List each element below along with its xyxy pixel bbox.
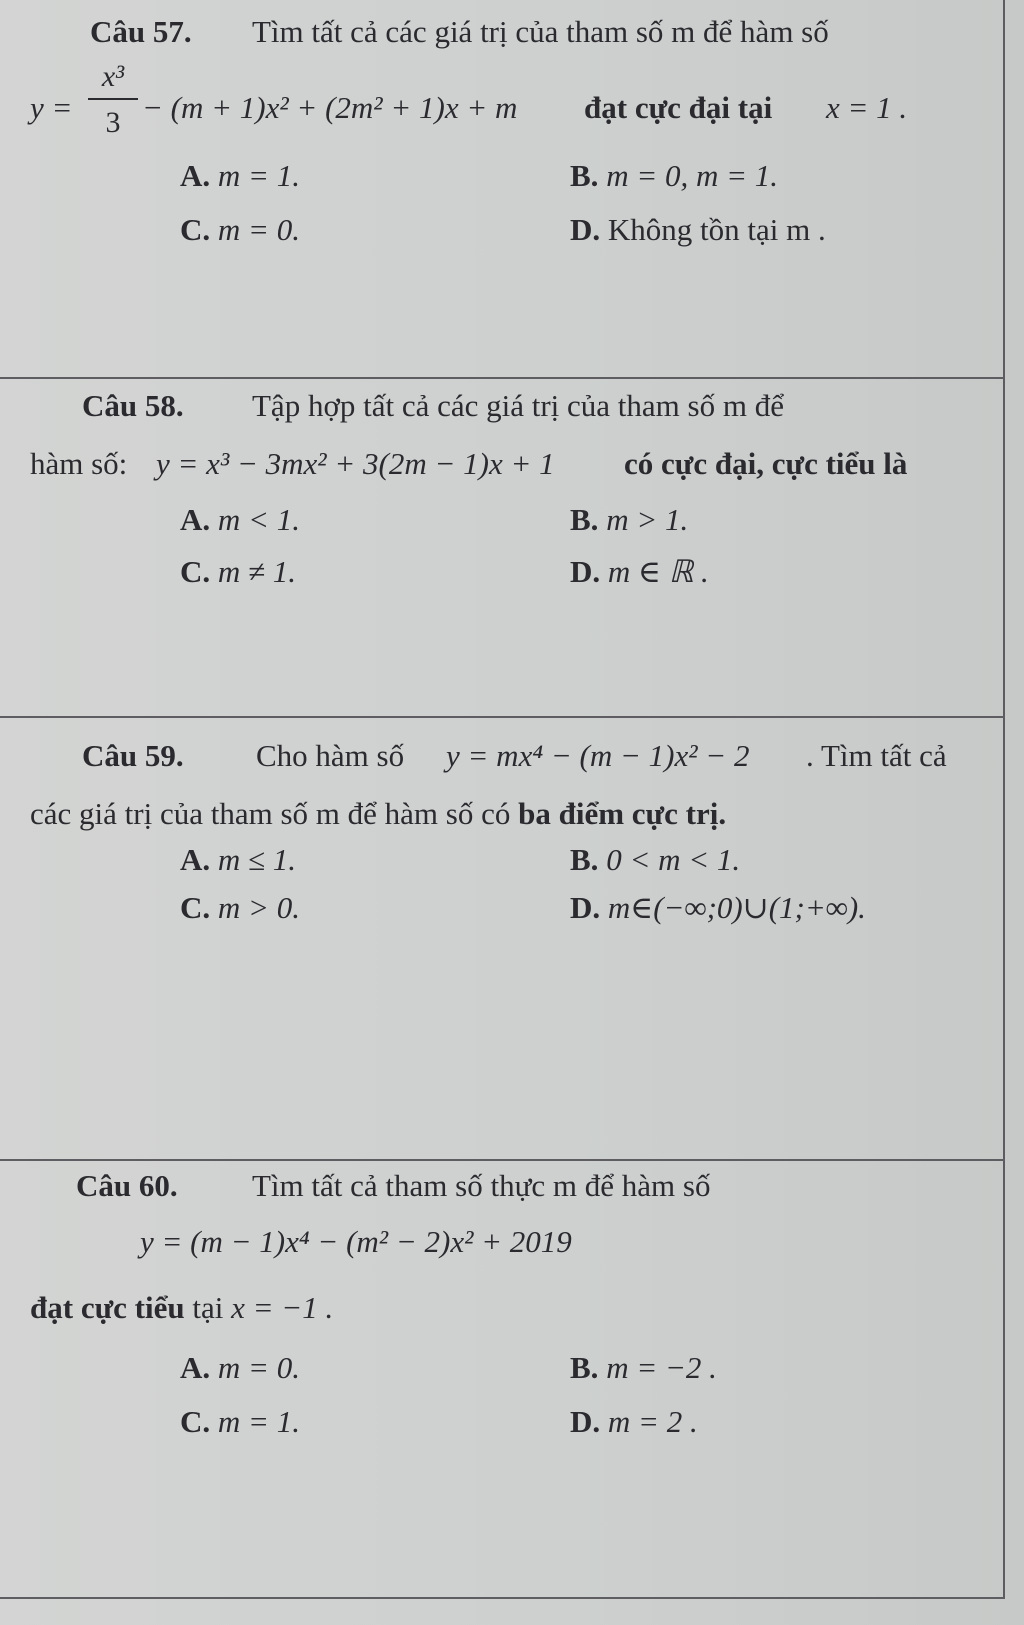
option-letter: C. (180, 1404, 211, 1439)
option-text: 0 < m < 1. (606, 842, 741, 877)
question-60-line3-bold: đạt cực tiểu (30, 1290, 185, 1325)
option-text: m < 1. (217, 502, 300, 537)
question-57-option-d (570, 214, 826, 245)
option-letter: A. (180, 842, 211, 877)
option-text: m ≤ 1. (217, 842, 297, 877)
question-60-line3-mid: tại (192, 1290, 224, 1325)
option-text: m ∈ ℝ . (607, 554, 709, 589)
question-57-option-a (180, 160, 300, 191)
option-text: m = 0. (217, 1350, 300, 1385)
question-59-option-a (180, 844, 296, 875)
fraction-numerator: x³ (101, 60, 125, 93)
option-letter: A. (180, 158, 211, 193)
question-59-prompt-start: Cho hàm số (256, 738, 405, 773)
option-letter: D. (570, 554, 601, 589)
question-59-formula: y = mx⁴ − (m − 1)x² − 2 (446, 738, 750, 773)
question-58-option-d (570, 556, 709, 587)
option-letter: A. (180, 1350, 211, 1385)
question-57-formula: − (m + 1)x² + (2m² + 1)x + m (142, 90, 518, 125)
question-60-option-b (570, 1352, 717, 1383)
question-60-line3-value: x = −1 . (231, 1290, 334, 1325)
row-divider-1 (0, 377, 1005, 379)
fraction-bar (88, 98, 138, 100)
option-text: m = 2 . (607, 1404, 698, 1439)
option-letter: B. (570, 1350, 599, 1385)
question-59-heading: Câu 59. (82, 738, 184, 773)
question-58-line2-start: hàm số: (30, 446, 128, 481)
question-58-prompt: Tập hợp tất cả các giá trị của tham số m để (252, 388, 784, 423)
option-text: m = 1. (217, 1404, 300, 1439)
option-text: m∈(−∞;0)∪(1;+∞). (607, 890, 866, 925)
option-text: m ≠ 1. (217, 554, 297, 589)
option-text: m > 0. (217, 890, 300, 925)
question-59-option-b (570, 844, 740, 875)
row-divider-4 (0, 1597, 1005, 1599)
question-59-line2-end: . (718, 796, 727, 831)
option-text: m > 1. (606, 502, 689, 537)
question-58-option-c (180, 556, 296, 587)
row-divider-2 (0, 716, 1005, 718)
question-59-line2 (30, 798, 726, 829)
option-letter: D. (570, 1404, 601, 1439)
option-text: m = −2 . (606, 1350, 717, 1385)
option-letter: B. (570, 158, 599, 193)
question-58-heading: Câu 58. (82, 388, 184, 423)
question-58-formula: y = x³ − 3mx² + 3(2m − 1)x + 1 (156, 446, 555, 481)
question-57-option-b (570, 160, 778, 191)
question-59-option-c (180, 892, 300, 923)
question-59-option-d (570, 892, 866, 923)
question-58-option-b (570, 504, 688, 535)
question-60-formula: y = (m − 1)x⁴ − (m² − 2)x² + 2019 (140, 1224, 572, 1259)
option-letter: D. (570, 212, 601, 247)
question-60-option-c (180, 1406, 300, 1437)
question-58-line2-end: có cực đại, cực tiểu là (624, 446, 908, 481)
option-letter: A. (180, 502, 211, 537)
question-60-option-d (570, 1406, 698, 1437)
row-divider-3 (0, 1159, 1005, 1161)
option-text: Không tồn tại m . (607, 212, 826, 247)
option-letter: C. (180, 554, 211, 589)
question-59-prompt-end: . Tìm tất cả (806, 738, 947, 773)
option-letter: C. (180, 212, 211, 247)
fraction-denominator: 3 (105, 106, 121, 139)
option-text: m = 0, m = 1. (606, 158, 779, 193)
option-text: m = 1. (217, 158, 300, 193)
question-59-line2-bold: ba điểm cực trị (518, 796, 719, 831)
table-right-border (1003, 0, 1005, 1598)
question-57-option-c (180, 214, 300, 245)
question-57-formula-lhs: y = (30, 90, 73, 125)
option-text: m = 0. (217, 212, 300, 247)
question-57-heading: Câu 57. (90, 14, 192, 49)
question-60-line3 (30, 1292, 333, 1323)
option-letter: B. (570, 502, 599, 537)
question-60-prompt: Tìm tất cả tham số thực m để hàm số (252, 1168, 711, 1203)
option-letter: B. (570, 842, 599, 877)
question-60-heading: Câu 60. (76, 1168, 178, 1203)
question-57-fraction (88, 60, 138, 140)
question-58-option-a (180, 504, 300, 535)
question-60-option-a (180, 1352, 300, 1383)
option-letter: C. (180, 890, 211, 925)
question-57-prompt: Tìm tất cả các giá trị của tham số m để hàm số (252, 14, 829, 49)
question-57-condition-value: x = 1 . (826, 90, 908, 125)
question-57-condition: đạt cực đại tại (584, 90, 773, 125)
question-59-line2-start: các giá trị của tham số m để hàm số có (30, 796, 511, 831)
option-letter: D. (570, 890, 601, 925)
